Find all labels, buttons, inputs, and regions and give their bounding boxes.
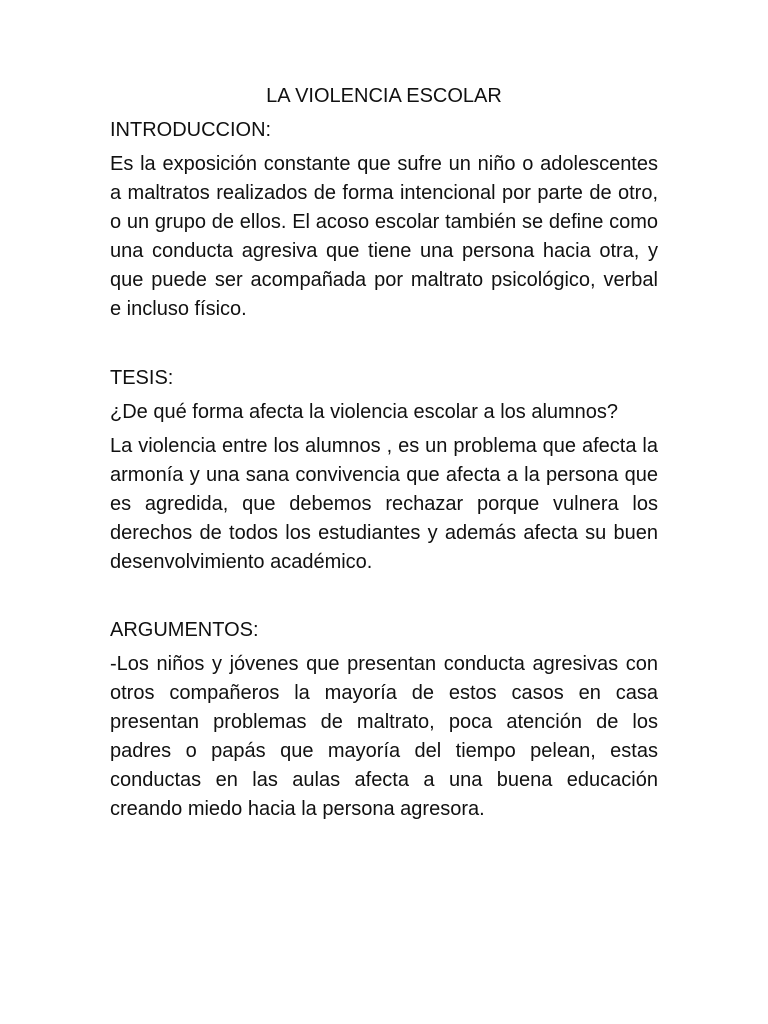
document-page (110, 82, 658, 829)
document-title: LA VIOLENCIA ESCOLAR (266, 85, 502, 107)
argumentos-paragraph: -Los niños y jóvenes que presentan conducta agresivas con otros compañeros la mayoría de estos casos en casa presentan problemas de maltrato, poca atención de los padres o papás que mayoría del tiempo pelean, estas conductas en las aulas afecta a una buena educación creando miedo hacia la persona agresora. (110, 653, 658, 820)
section-spacer (110, 582, 658, 616)
tesis-question: ¿De qué forma afecta la violencia escolar a los alumnos? (110, 401, 619, 423)
introduccion-heading: INTRODUCCION: (110, 119, 272, 141)
argumentos-heading: ARGUMENTOS: (110, 619, 259, 641)
introduccion-paragraph: Es la exposición constante que sufre un niño o adolescentes a maltratos realizados de forma intencional por parte de otro, o un grupo de ellos. El acoso escolar también se define como una conducta agresiva que tiene una persona hacia otra, y que puede ser acompañada por maltrato psicológico, verbal e incluso físico. (110, 153, 658, 320)
section-spacer (110, 329, 658, 364)
tesis-heading: TESIS: (110, 367, 174, 389)
tesis-paragraph: La violencia entre los alumnos , es un problema que afecta la armonía y una sana convivencia que afecta a la persona que es agredida, que debemos rechazar porque vulnera los derechos de todos los estudiantes y además afecta su buen desenvolvimiento académico. (110, 435, 658, 573)
